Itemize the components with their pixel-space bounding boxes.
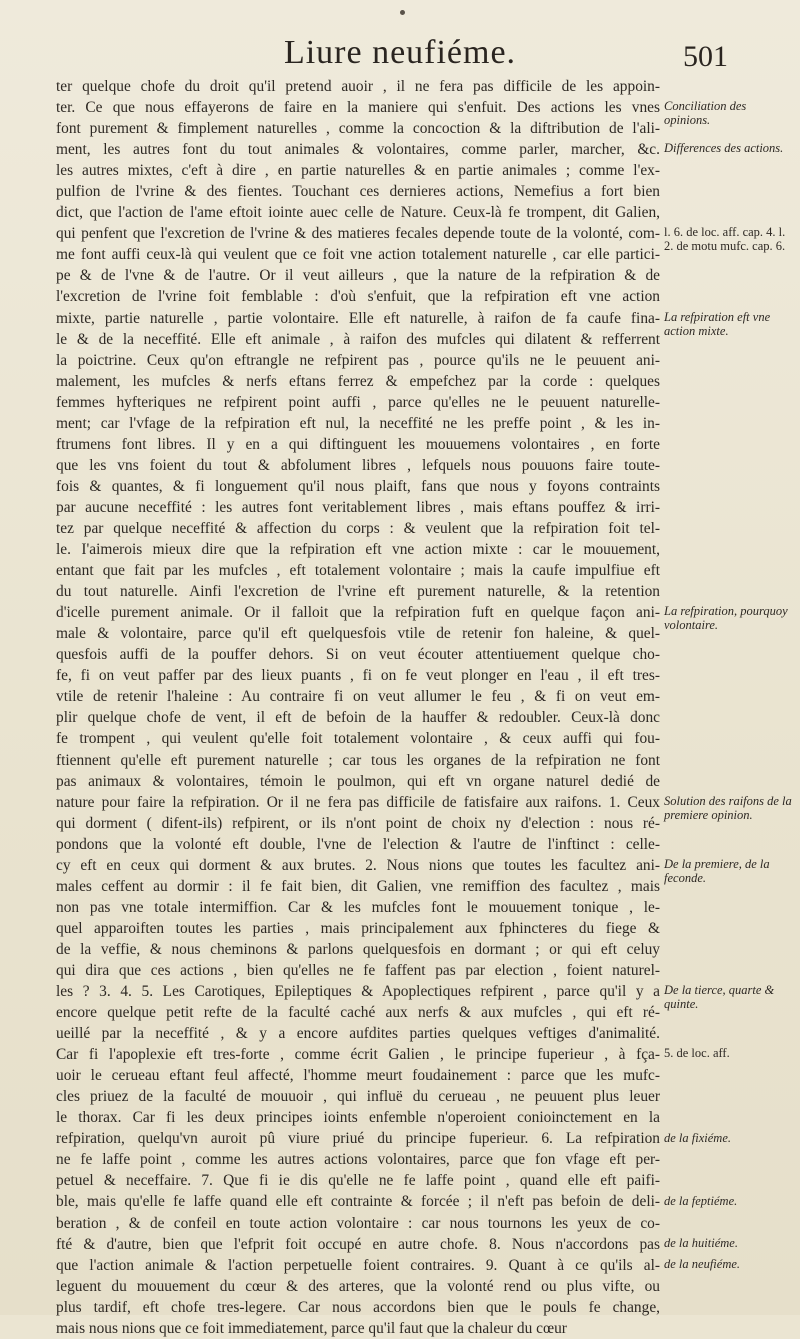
text-line: le. I'aimerois mieux dire que la refpiration eft vne action mixte : car le mouuement, <box>56 541 660 559</box>
text-line: la poictrine. Ceux qu'on eftrangle ne refpirent pas , pource qu'ils ne le peuuent ani- <box>56 351 660 369</box>
text-line: par aucune neceffité : les autres font veritablement libres , mais eftans pouffez & irri- <box>56 498 660 516</box>
text-line: entant que fait par les mufcles , eft totalement volontaire ; mais la caufe impulfiue eft <box>56 562 660 580</box>
text-line: ter. Ce que nous effayerons de faire en la maniere qui s'enfuit. Des actions les vnes <box>56 99 660 117</box>
text-line: me font auffi ceux-là qui veulent que ce foit vne action totalement naturelle , car elle partici- <box>56 246 660 264</box>
margin-note: La refpiration eft vne action mixte. <box>664 309 771 338</box>
text-line: les ? 3. 4. 5. Les Carotiques, Epileptiques & Apoplectiques refpirent , parce qu'il y a <box>56 983 660 1001</box>
text-line: refpiration, quelqu'vn auroit pû viure priué du principe fuperieur. 6. La refpiration <box>56 1130 660 1148</box>
margin-note: 5. de loc. aff. <box>664 1046 730 1061</box>
text-line: ter quelque chofe du droit qu'il pretend auoir , il ne fera pas difficile de les appoin- <box>56 78 660 95</box>
text-line: qui dira que ces actions , bien qu'elles ne fe faffent pas par election , foient naturel- <box>56 961 660 979</box>
text-line: ftiennent qu'elle eft purement naturelle ; car tous les organes de la refpiration ne font <box>56 751 660 769</box>
text-line: uoir le cerueau eftant feul affecté, l'homme meurt foudainement : parce que les mufc- <box>56 1067 660 1085</box>
margin-note: Solution des raifons de la premiere opinion. <box>664 793 792 822</box>
text-line: le & de la neceffité. Elle eft animale , à raifon des mufcles qui dilatent & refferrent <box>56 330 660 348</box>
text-line: quel apparoiften toutes les parties , mais principalement aux fphincteres du fiege & <box>56 919 660 937</box>
text-line: cles priuez de la faculté de mouuoir , qui influë du cerueau , ne peuuent plus leuer <box>56 1088 660 1106</box>
text-line: d'icelle purement animale. Or il falloit que la refpiration fuft en quelque façon ani- <box>56 604 660 622</box>
text-line: fté & d'autre, bien que l'efprit foit occupé en autre chofe. 8. Nous n'accordons pas <box>56 1235 660 1253</box>
margin-note: De la premiere, de la feconde. <box>664 856 770 885</box>
text-line: non pas vne totale intermiffion. Car & les mufcles font le mouuement tonique , le- <box>56 898 660 916</box>
text-line: ftrumens font libres. Il y en a qui diftinguent les mouuemens volontaires , en forte <box>56 435 660 453</box>
text-line: de la veffie, & nous cheminons & parlons quelquesfois en dormant ; or qui eft celuy <box>56 940 660 958</box>
margin-note: de la huitiéme. <box>664 1235 738 1250</box>
text-line: encore quelque petit refte de la faculté caché aux nerfs & aux mufcles , qui eft ré- <box>56 1004 660 1022</box>
margin-note: Conciliation des opinions. <box>664 99 747 128</box>
margin-note: l. 6. de loc. aff. cap. 4. l. 2. de motu mufc. cap. 6. <box>664 225 786 254</box>
text-line: cy eft en ceux qui dorment & aux brutes. 2. Nous nions que toutes les facultez ani- <box>56 856 660 874</box>
text-line: les autres mixtes, c'eft à dire , en partie naturelles & en partie animales ; comme l'ex- <box>56 162 660 180</box>
text-line: le thorax. Car fi les deux principes ioints enfemble n'operoient conioinctement en la <box>56 1109 660 1127</box>
text-line: pondons que la volonté eft double, l'vne de l'election & l'autre de l'inftinct : celle- <box>56 835 660 853</box>
text-line: leguent du mouuement du cœur & des arteres, que la volonté rend ou plus vifte, ou <box>56 1277 660 1295</box>
ink-speck <box>400 10 405 15</box>
text-line: qui dorment ( difent-ils) refpirent, or ils n'ont point de choix ny d'election : nous ré- <box>56 814 660 832</box>
text-line: qui penfent que l'excretion de l'vrine & des matieres fecales depende toute de la volonté, com- <box>56 225 660 243</box>
text-line: pas animaux & volontaires, témoin le poulmon, qui eft vn organe naturel dedié de <box>56 772 660 790</box>
text-line: l'excretion de l'vrine foit femblable : d'où s'enfuit, que la refpiration eft vne action <box>56 288 660 306</box>
text-line: fois & quantes, & fi longuement qu'il nous plaift, fans que nous y foyons contraints <box>56 477 660 495</box>
text-line: dict, que l'action de l'ame eftoit iointe auec celle de Nature. Ceux-là fe trompent, dit Galien, <box>56 204 660 222</box>
text-line: males ceffent au dormir : il fe fait bien, dit Galien, vne remiffion des facultez , mais <box>56 877 660 895</box>
text-line: plus tardif, eft chofe tres-legere. Car nous accordons bien que le pouls fe change, <box>56 1298 660 1316</box>
running-head: Liure neufiéme. <box>283 34 517 71</box>
text-line: ble, mais qu'elle fe laffe quand elle eft contrainte & forcée ; il n'eft pas befoin de deli- <box>56 1193 660 1211</box>
text-line: nature pour faire la refpiration. Or il ne fera pas difficile de fatisfaire aux raifons. 1. Ceux <box>56 793 660 811</box>
text-line: du tout naturelle. Ainfi l'excretion de l'vrine eft purement naturelle, & la retention <box>56 583 660 601</box>
text-line: mixte, partie naturelle , partie volontaire. Elle eft naturelle, à raifon de fa caufe fina- <box>56 309 660 327</box>
text-line: fe trompent , qui veulent qu'elle foit totalement volontaire , & ceux auffi qui fou- <box>56 730 660 748</box>
text-line: ne fe laffe point , comme les autres actions volontaires, parce que fon vfage eft per- <box>56 1151 660 1169</box>
text-line: quesfois auffi de la pouffer dehors. Si on veut écouter attentiuement quelque cho- <box>56 646 660 664</box>
text-line: vtile de retenir l'haleine : Au contraire fi on veut allumer le feu , & fi on veut em- <box>56 688 660 706</box>
margin-note: Differences des actions. <box>664 141 784 156</box>
text-line: ment, les autres font du tout animales & volontaires, comme parler, marcher, &c. <box>56 141 660 159</box>
margin-note: de la feptiéme. <box>664 1193 738 1208</box>
margin-note: de la fixiéme. <box>664 1130 731 1145</box>
text-line: petuel & neceffaire. 7. Que fi ie dis qu'elle ne fe laffe point , quand elle eft paifi- <box>56 1172 660 1190</box>
page-number: 501 <box>683 40 728 73</box>
margin-note: de la neufiéme. <box>664 1256 741 1271</box>
main-text <box>56 76 660 1339</box>
text-line: malement, les mufcles & nerfs eftans ferrez & empefchez par la corde : quelques <box>56 372 660 390</box>
text-line: font purement & fimplement naturelles , comme la concoction & la diftribution de l'ali- <box>56 120 660 138</box>
text-line: ueillé par la neceffité , & y a encore aufdites parties quelques veftiges d'animalité. <box>56 1025 660 1043</box>
margin-note: De la tierce, quarte & quinte. <box>664 983 775 1012</box>
text-line: male & volontaire, parce qu'il eft quelquesfois vtile de retenir fon haleine, & quel- <box>56 625 660 643</box>
text-line: beration , & de confeil en toute action volontaire : car nous tournons les yeux de co- <box>56 1214 660 1232</box>
text-line: mais nous nions que ce foit immediatement, parce qu'il faut que la chaleur du cœur <box>56 1319 567 1337</box>
text-line: pulfion de l'vrine & des fientes. Touchant ces dernieres actions, Nemefius a fort bien <box>56 183 660 201</box>
text-line: tez par quelque neceffité & affection du corps : & veulent que la refpiration foit tel- <box>56 519 660 537</box>
text-line: ment; car l'vfage de la refpiration eft nul, la neceffité ne les preffe point , & les in- <box>56 414 660 432</box>
text-line: plir quelque chofe de vent, il eft de befoin de la hauffer & redoubler. Ceux-là donc <box>56 709 660 727</box>
text-line: fe, fi on veut paffer par des lieux puants , fi on fe veut plonger en l'eau , il eft tres- <box>56 667 660 685</box>
text-line: que l'action animale & l'action perpetuelle foient contraires. 9. Quant à ce qu'ils al- <box>56 1256 660 1274</box>
margin-note: La refpiration, pourquoy volontaire. <box>664 604 788 633</box>
text-line: femmes hyfteriques ne refpirent point auffi , parce qu'elles ne le peuuent naturelle- <box>56 393 660 411</box>
text-line: pe & de l'vne & de l'autre. Or il veut ailleurs , que la nature de la refpiration & de <box>56 267 660 285</box>
text-line: que les vns foient du tout & abfolument libres , lefquels nous pouuons faire toute- <box>56 456 660 474</box>
text-line: Car fi l'apoplexie eft tres-forte , comme écrit Galien , le principe fuperieur , à fça- <box>56 1046 660 1064</box>
